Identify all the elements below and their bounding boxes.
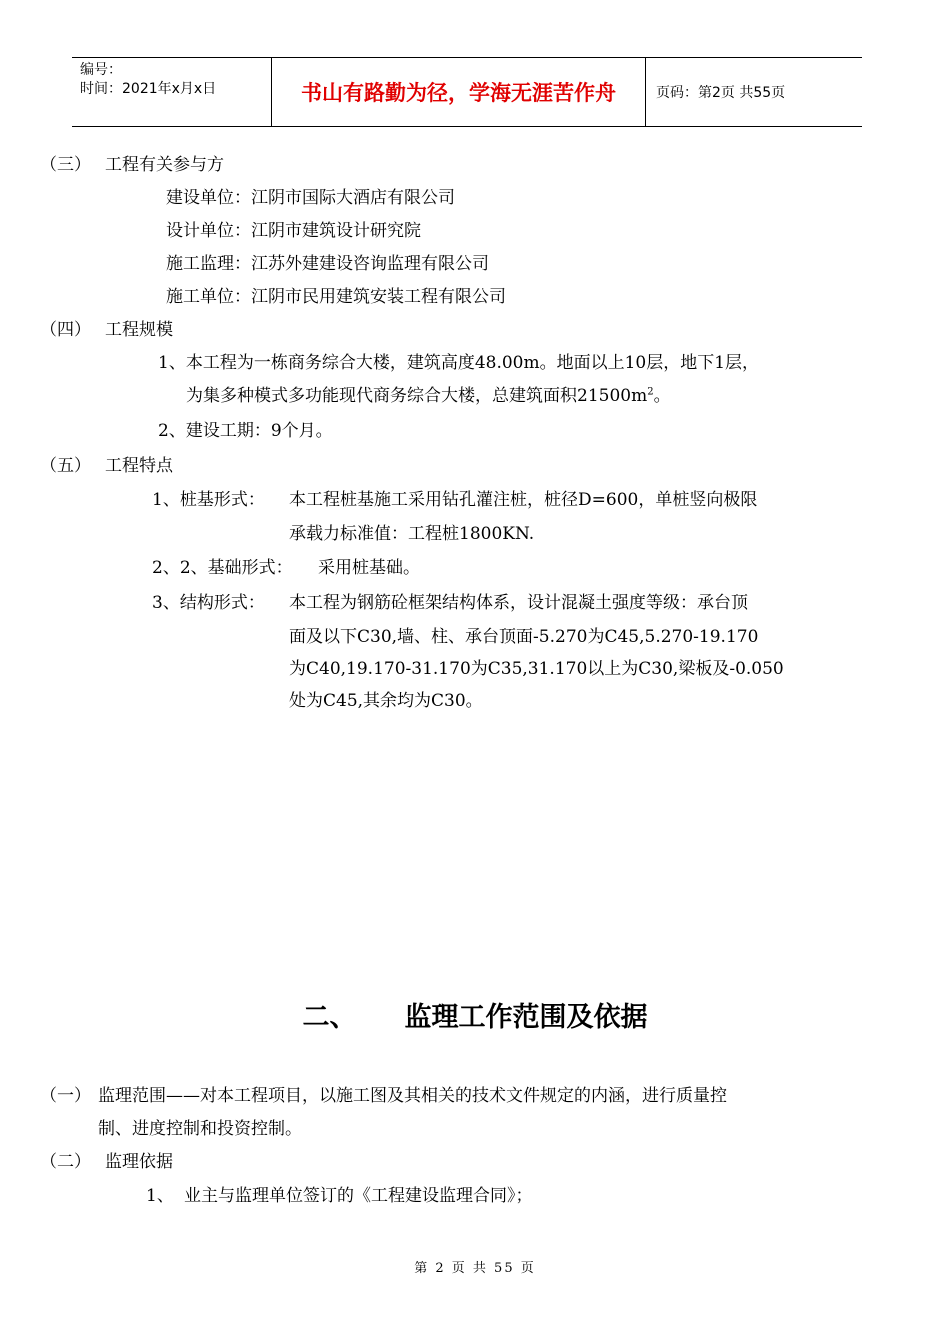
section5-item3-line1: 本工程为钢筋砼框架结构体系，设计混凝土强度等级：承台顶 xyxy=(289,593,748,613)
header-meta xyxy=(72,58,272,126)
section3-heading-text: 工程有关参与方 xyxy=(105,155,224,175)
section3-item-owner: 建设单位：江阴市国际大酒店有限公司 xyxy=(166,188,455,208)
section4-item1-line1: 1、本工程为一栋商务综合大楼，建筑高度48.00m。地面以上10层，地下1层， xyxy=(158,353,760,373)
section4-item1-end: 。 xyxy=(653,386,671,406)
section5-item3-line3: 为C40,19.170-31.170为C35,31.170以上为C30,梁板及-0.050 xyxy=(289,659,784,679)
scope-line2: 制、进度控制和投资控制。 xyxy=(98,1119,302,1139)
basis-item1-text: 业主与监理单位签订的《工程建设监理合同》； xyxy=(184,1186,533,1206)
header-motto: 书山有路勤为径，学海无涯苦作舟 xyxy=(272,58,646,126)
section5-item3-label: 3、结构形式： xyxy=(152,593,265,613)
basis-heading xyxy=(40,1147,173,1172)
section5-item3-line2: 面及以下C30,墙、柱、承台顶面-5.270为C45,5.270-19.170 xyxy=(289,627,759,647)
scope-heading-num: （一） xyxy=(40,1086,91,1106)
section4-heading xyxy=(40,315,173,340)
section5-item1-label: 1、桩基形式： xyxy=(152,490,265,510)
page-header xyxy=(72,57,862,127)
header-number-label: 编号： xyxy=(80,62,122,78)
section5-item2-label: 2、2、基础形式： xyxy=(152,558,293,578)
section4-item1-text: 为集多种模式多功能现代商务综合大楼，总建筑面积21500m xyxy=(186,386,648,406)
section3-item-contractor: 施工单位：江阴市民用建筑安装工程有限公司 xyxy=(166,287,506,307)
chapter2-title xyxy=(0,995,950,1034)
section3-heading-num: （三） xyxy=(40,155,91,175)
section5-heading xyxy=(40,451,173,476)
section5-item3-line4: 处为C45,其余均为C30。 xyxy=(289,691,483,711)
basis-heading-num: （二） xyxy=(40,1152,91,1172)
chapter2-num: 二、 xyxy=(302,1002,357,1033)
section5-item1-line1: 本工程桩基施工采用钻孔灌注桩，桩径D=600，单桩竖向极限 xyxy=(289,490,758,510)
section5-heading-num: （五） xyxy=(40,456,91,476)
scope-line1: 监理范围——对本工程项目，以施工图及其相关的技术文件规定的内涵，进行质量控 xyxy=(98,1086,727,1106)
basis-item1-num: 1、 xyxy=(146,1186,174,1206)
page-footer: 第 2 页 共 55 页 xyxy=(414,1261,536,1276)
section5-item2-text: 采用桩基础。 xyxy=(318,558,420,578)
section4-item2: 2、建设工期：9个月。 xyxy=(158,421,333,441)
basis-heading-text: 监理依据 xyxy=(105,1152,173,1172)
section3-item-supervisor: 施工监理：江苏外建建设咨询监理有限公司 xyxy=(166,254,489,274)
section4-heading-text: 工程规模 xyxy=(105,320,173,340)
chapter2-title-text: 监理工作范围及依据 xyxy=(404,1002,648,1033)
section3-item-designer: 设计单位：江阴市建筑设计研究院 xyxy=(166,221,421,241)
header-time-label: 时间：2021年x月x日 xyxy=(80,81,217,97)
header-page-info: 页码：第2页 共55页 xyxy=(656,85,786,101)
section5-item1-line2: 承载力标准值：工程桩1800KN. xyxy=(289,524,535,544)
section3-heading xyxy=(40,150,224,175)
section5-heading-text: 工程特点 xyxy=(105,456,173,476)
section4-item1-sup: 2 xyxy=(647,386,654,398)
section4-heading-num: （四） xyxy=(40,320,91,340)
section4-item1-line2 xyxy=(186,381,671,406)
